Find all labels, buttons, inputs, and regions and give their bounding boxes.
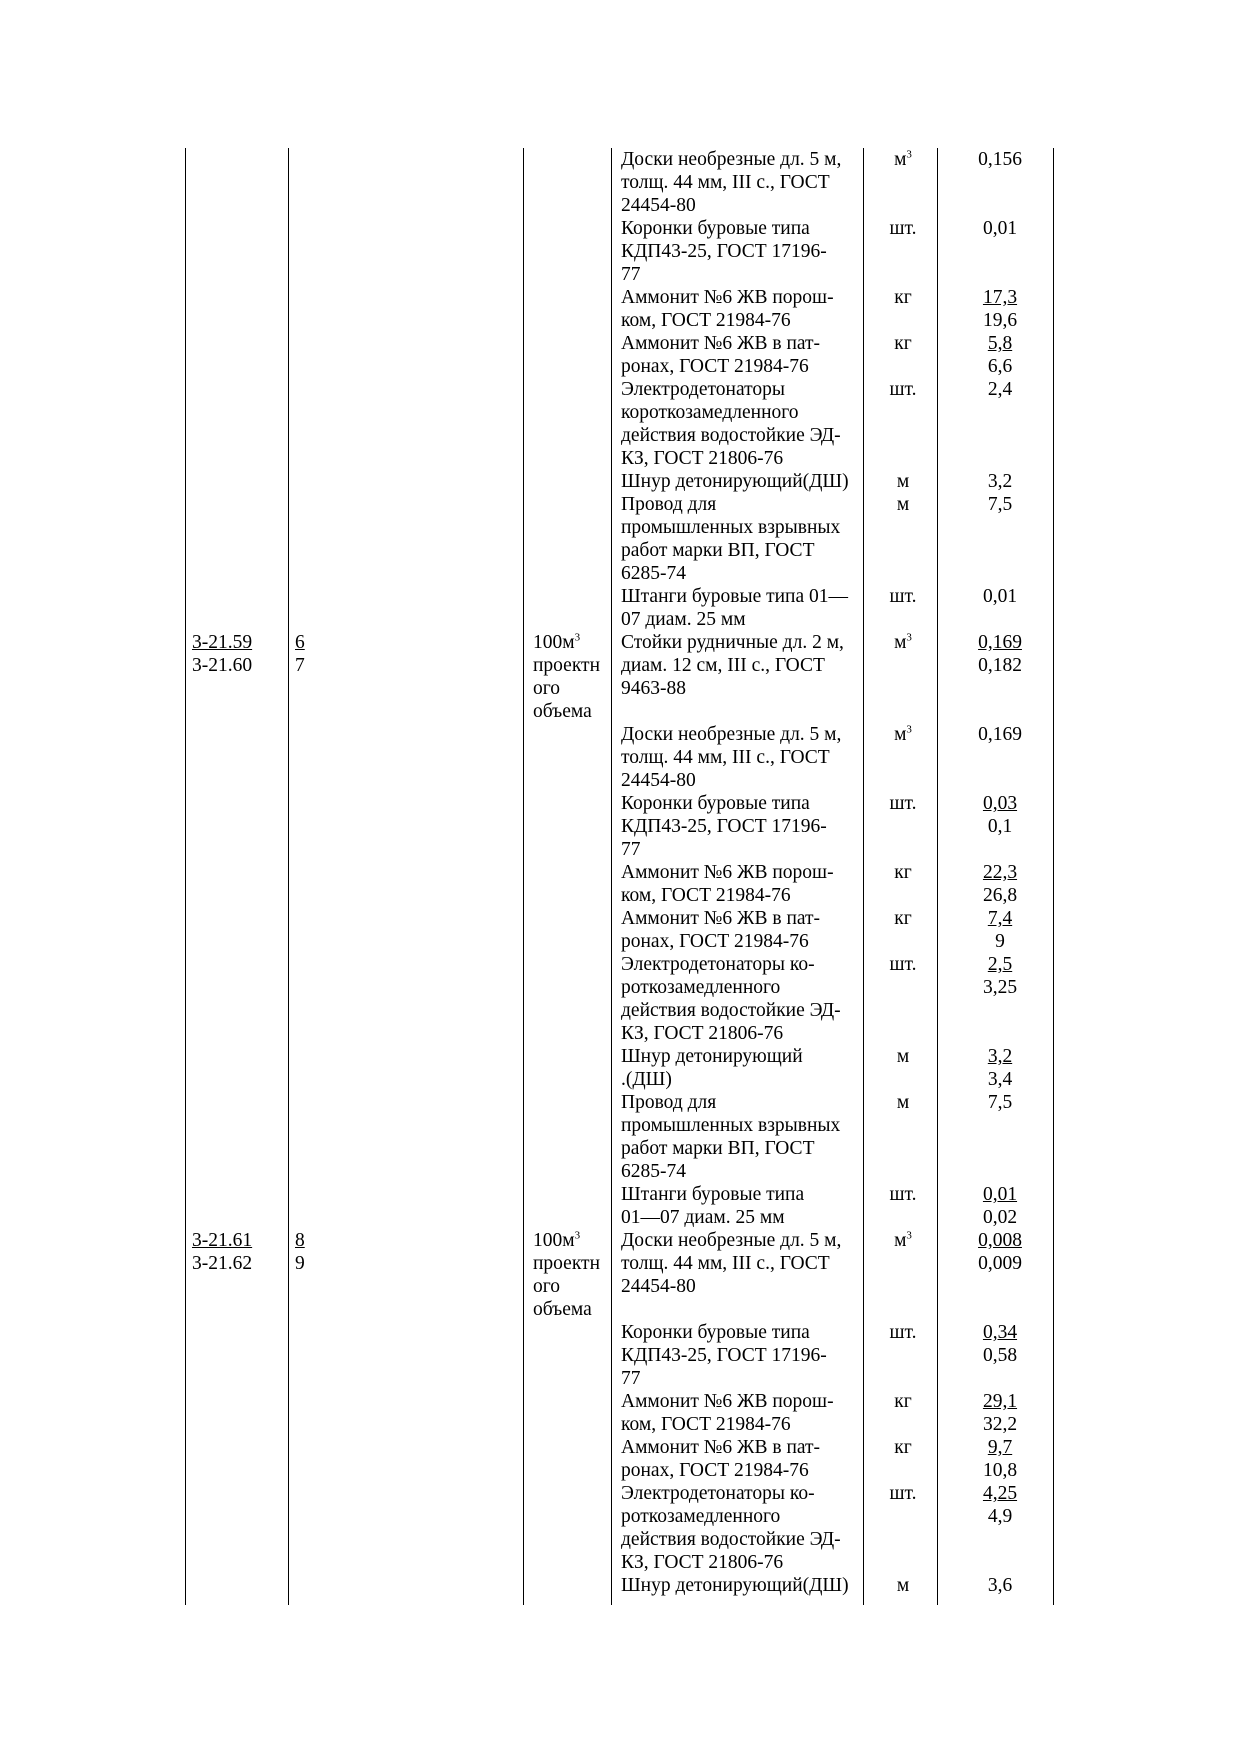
material-unit <box>865 332 941 355</box>
measure-unit-text: ого <box>533 1276 561 1297</box>
material-name-line: Аммонит №6 ЖВ порош- <box>621 1391 834 1412</box>
quantity-value: 3,25 <box>982 977 1018 998</box>
material-name <box>621 148 863 217</box>
material-name <box>621 1321 863 1390</box>
material-name-line: Коронки буровые типа <box>621 793 810 814</box>
material-name <box>621 332 863 378</box>
measure-unit-value: $100м^3$ <box>533 1229 581 1251</box>
quantity-value: 0,58 <box>982 1345 1018 1366</box>
material-name-line: Электродетонаторы ко- <box>621 954 815 975</box>
quantity-value: 26,8 <box>982 885 1018 906</box>
quantity-value: 2,4 <box>987 379 1013 400</box>
material-name-line: 77 <box>621 264 641 285</box>
material-quantity <box>950 1436 1050 1482</box>
quantity-value: 3,4 <box>987 1069 1013 1090</box>
material-unit-text: м <box>896 1092 910 1113</box>
quantity-value: 3,2 <box>987 471 1013 492</box>
measure-unit-cell <box>533 631 613 723</box>
material-unit-text: м <box>896 1046 910 1067</box>
material-unit <box>865 493 941 516</box>
material-unit <box>865 861 941 884</box>
material-name-line: ком, ГОСТ 21984-76 <box>621 885 791 906</box>
measure-unit-text: ого <box>533 678 561 699</box>
material-name-line: 07 диам. 25 мм <box>621 609 746 630</box>
quantity-value: 4,9 <box>987 1506 1013 1527</box>
material-name <box>621 1229 863 1298</box>
measure-unit-text: объема <box>533 1299 592 1320</box>
material-unit <box>865 286 941 309</box>
material-name-line: Аммонит №6 ЖВ в пат- <box>621 333 821 354</box>
material-name-line: Аммонит №6 ЖВ порош- <box>621 862 834 883</box>
material-unit-text: шт. <box>889 1483 917 1504</box>
material-unit-text: $м^3$ <box>894 631 912 653</box>
quantity-value: 5,8 <box>987 333 1013 354</box>
material-unit-text: кг <box>894 1437 912 1458</box>
material-quantity <box>950 861 1050 907</box>
measure-unit-text: объема <box>533 701 592 722</box>
superscript: 3 <box>574 631 581 644</box>
quantity-value: 0,01 <box>982 1184 1018 1205</box>
material-name-line: Доски необрезные дл. 5 м, <box>621 724 842 745</box>
material-unit-text: кг <box>894 1391 912 1412</box>
material-unit <box>865 1183 941 1206</box>
superscript: 3 <box>574 1229 581 1242</box>
norm-number: 6 <box>295 632 305 653</box>
material-unit-text: $м^3$ <box>894 1229 912 1251</box>
quantity-value: 0,02 <box>982 1207 1018 1228</box>
measure-unit-text: проектн <box>533 1253 601 1274</box>
material-name-line: Коронки буровые типа <box>621 218 810 239</box>
material-quantity <box>950 631 1050 677</box>
material-unit <box>865 1390 941 1413</box>
material-name-line: ронах, ГОСТ 21984-76 <box>621 1460 809 1481</box>
material-name <box>621 907 863 953</box>
norm-code: 3-21.59 <box>192 632 253 653</box>
material-name <box>621 723 863 792</box>
material-name-line: Шнур детонирующий(ДШ) <box>621 471 849 492</box>
material-name-line: Шнур детонирующий <box>621 1046 803 1067</box>
material-name-line: ронах, ГОСТ 21984-76 <box>621 931 809 952</box>
material-name-line: Провод для <box>621 1092 717 1113</box>
material-unit-text: шт. <box>889 379 917 400</box>
material-quantity <box>950 332 1050 378</box>
material-quantity <box>950 217 1050 240</box>
material-name-line: 77 <box>621 839 641 860</box>
material-name-line: ком, ГОСТ 21984-76 <box>621 1414 791 1435</box>
material-name-line: толщ. 44 мм, III с., ГОСТ <box>621 172 830 193</box>
quantity-value: 4,25 <box>982 1483 1018 1504</box>
material-quantity <box>950 378 1050 401</box>
material-name-line: КЗ, ГОСТ 21806-76 <box>621 1023 784 1044</box>
measure-unit-text: проектн <box>533 655 601 676</box>
material-quantity <box>950 953 1050 999</box>
material-name-line: промышленных взрывных <box>621 1115 841 1136</box>
material-unit <box>865 378 941 401</box>
material-name-line: 9463-88 <box>621 678 686 699</box>
superscript: 3 <box>906 148 912 161</box>
material-unit-text: кг <box>894 908 912 929</box>
quantity-value: 0,1 <box>987 816 1013 837</box>
material-name-line: 24454-80 <box>621 770 696 791</box>
material-unit-text: м <box>896 494 910 515</box>
material-name <box>621 1436 863 1482</box>
material-name <box>621 1091 863 1183</box>
material-unit-text: шт. <box>889 793 917 814</box>
norm-code: 3-21.62 <box>192 1253 253 1274</box>
quantity-value: 9 <box>995 931 1005 952</box>
measure-unit-cell <box>533 1229 613 1321</box>
quantity-value: 29,1 <box>982 1391 1018 1412</box>
norm-number: 8 <box>295 1230 305 1251</box>
material-name-line: 6285-74 <box>621 563 686 584</box>
material-name-line: 77 <box>621 1368 641 1389</box>
quantity-value: 32,2 <box>982 1414 1018 1435</box>
material-name-line: ронах, ГОСТ 21984-76 <box>621 356 809 377</box>
table-border-right <box>1053 148 1054 1605</box>
material-quantity <box>950 470 1050 493</box>
quantity-value: 0,34 <box>982 1322 1018 1343</box>
material-name-line: Аммонит №6 ЖВ в пат- <box>621 908 821 929</box>
material-name-line: толщ. 44 мм, III с., ГОСТ <box>621 747 830 768</box>
superscript: 3 <box>906 631 912 644</box>
quantity-value: 0,01 <box>982 218 1018 239</box>
material-name-line: короткозамедленного <box>621 402 799 423</box>
material-name <box>621 470 863 493</box>
column-divider <box>523 148 524 1605</box>
quantity-value: 7,4 <box>987 908 1013 929</box>
material-unit <box>865 1436 941 1459</box>
material-unit <box>865 1574 941 1597</box>
material-name-line: Доски необрезные дл. 5 м, <box>621 149 842 170</box>
material-name-line: Провод для <box>621 494 717 515</box>
material-name-line: действия водостойкие ЭД- <box>621 1529 841 1550</box>
norm-code-cell <box>192 631 282 677</box>
quantity-value: 17,3 <box>982 287 1018 308</box>
norm-number: 7 <box>295 655 305 676</box>
material-quantity <box>950 493 1050 516</box>
material-unit <box>865 792 941 815</box>
material-unit-text: кг <box>894 333 912 354</box>
material-unit <box>865 1045 941 1068</box>
quantity-value: 0,156 <box>978 149 1022 170</box>
quantity-value: 0,169 <box>978 632 1022 653</box>
norm-code: 3-21.60 <box>192 655 253 676</box>
material-name-line: 6285-74 <box>621 1161 686 1182</box>
material-name <box>621 378 863 470</box>
quantity-value: 0,008 <box>978 1230 1022 1251</box>
material-name <box>621 953 863 1045</box>
material-quantity <box>950 792 1050 838</box>
material-name-line: ком, ГОСТ 21984-76 <box>621 310 791 331</box>
material-unit <box>865 723 941 746</box>
material-quantity <box>950 1482 1050 1528</box>
quantity-value: 0,009 <box>978 1253 1022 1274</box>
material-name-line: диам. 12 см, III с., ГОСТ <box>621 655 825 676</box>
quantity-value: 9,7 <box>987 1437 1013 1458</box>
material-name <box>621 1045 863 1091</box>
material-name <box>621 1183 863 1229</box>
material-name <box>621 1482 863 1574</box>
quantity-value: 3,6 <box>987 1575 1013 1596</box>
material-quantity <box>950 1574 1050 1597</box>
material-unit <box>865 1482 941 1505</box>
material-name <box>621 631 863 700</box>
material-name-line: КЗ, ГОСТ 21806-76 <box>621 448 784 469</box>
material-name <box>621 1574 863 1597</box>
material-quantity <box>950 148 1050 171</box>
material-name-line: Шнур детонирующий(ДШ) <box>621 1575 849 1596</box>
material-name-line: КДП43-25, ГОСТ 17196- <box>621 816 827 837</box>
quantity-value: 0,182 <box>978 655 1022 676</box>
quantity-value: 0,169 <box>978 724 1022 745</box>
quantity-value: 0,03 <box>982 793 1018 814</box>
material-unit-text: шт. <box>889 954 917 975</box>
material-name <box>621 493 863 585</box>
material-name-line: толщ. 44 мм, III с., ГОСТ <box>621 1253 830 1274</box>
quantity-value: 6,6 <box>987 356 1013 377</box>
material-name-line: Штанги буровые типа <box>621 1184 805 1205</box>
material-name-line: КДП43-25, ГОСТ 17196- <box>621 241 827 262</box>
material-name-line: 24454-80 <box>621 195 696 216</box>
superscript: 3 <box>906 723 912 736</box>
material-name <box>621 1390 863 1436</box>
material-unit-text: м <box>896 1575 910 1596</box>
material-unit <box>865 1229 941 1252</box>
material-unit <box>865 631 941 654</box>
material-name-line: роткозамедленного <box>621 1506 781 1527</box>
norm-code: 3-21.61 <box>192 1230 253 1251</box>
material-name-line: Коронки буровые типа <box>621 1322 810 1343</box>
material-name-line: .(ДШ) <box>621 1069 672 1090</box>
material-quantity <box>950 1183 1050 1229</box>
quantity-value: 7,5 <box>987 494 1013 515</box>
material-unit-text: $м^3$ <box>894 723 912 745</box>
norm-code-cell <box>192 1229 282 1275</box>
material-name-line: роткозамедленного <box>621 977 781 998</box>
column-divider <box>288 148 289 1605</box>
norm-number: 9 <box>295 1253 305 1274</box>
material-name-line: Электродетонаторы <box>621 379 785 400</box>
material-name-line: Электродетонаторы ко- <box>621 1483 815 1504</box>
material-quantity <box>950 1091 1050 1114</box>
material-quantity <box>950 1229 1050 1275</box>
quantity-value: 19,6 <box>982 310 1018 331</box>
material-name-line: Штанги буровые типа 01— <box>621 586 849 607</box>
quantity-value: 0,01 <box>982 586 1018 607</box>
material-unit <box>865 907 941 930</box>
material-unit-text: кг <box>894 862 912 883</box>
quantity-value: 22,3 <box>982 862 1018 883</box>
material-unit-text: шт. <box>889 586 917 607</box>
material-name <box>621 792 863 861</box>
material-unit <box>865 1091 941 1114</box>
material-name-line: КДП43-25, ГОСТ 17196- <box>621 1345 827 1366</box>
material-quantity <box>950 907 1050 953</box>
column-divider <box>863 148 864 1605</box>
column-divider <box>611 148 612 1605</box>
material-unit <box>865 217 941 240</box>
material-unit <box>865 470 941 493</box>
material-unit <box>865 585 941 608</box>
material-name <box>621 217 863 286</box>
material-unit-text: м <box>896 471 910 492</box>
material-name-line: Аммонит №6 ЖВ порош- <box>621 287 834 308</box>
material-quantity <box>950 585 1050 608</box>
norm-number-cell <box>295 631 335 677</box>
material-unit <box>865 953 941 976</box>
material-unit-text: кг <box>894 287 912 308</box>
material-name <box>621 286 863 332</box>
material-unit-text: шт. <box>889 218 917 239</box>
material-name-line: действия водостойкие ЭД- <box>621 1000 841 1021</box>
material-quantity <box>950 1321 1050 1367</box>
material-name-line: промышленных взрывных <box>621 517 841 538</box>
quantity-value: 7,5 <box>987 1092 1013 1113</box>
quantity-value: 3,2 <box>987 1046 1013 1067</box>
material-name <box>621 861 863 907</box>
material-unit <box>865 148 941 171</box>
quantity-value: 2,5 <box>987 954 1013 975</box>
material-name-line: 01—07 диам. 25 мм <box>621 1207 785 1228</box>
quantity-value: 10,8 <box>982 1460 1018 1481</box>
material-quantity <box>950 286 1050 332</box>
material-unit-text: $м^3$ <box>894 148 912 170</box>
material-name-line: Стойки рудничные дл. 2 м, <box>621 632 844 653</box>
measure-unit-value: $100м^3$ <box>533 631 581 653</box>
material-name-line: Доски необрезные дл. 5 м, <box>621 1230 842 1251</box>
norm-number-cell <box>295 1229 335 1275</box>
material-quantity <box>950 1045 1050 1091</box>
material-name <box>621 585 863 631</box>
material-quantity <box>950 1390 1050 1436</box>
material-unit-text: шт. <box>889 1322 917 1343</box>
material-name-line: КЗ, ГОСТ 21806-76 <box>621 1552 784 1573</box>
material-name-line: Аммонит №6 ЖВ в пат- <box>621 1437 821 1458</box>
material-name-line: работ марки ВП, ГОСТ <box>621 1138 815 1159</box>
material-name-line: 24454-80 <box>621 1276 696 1297</box>
material-unit-text: шт. <box>889 1184 917 1205</box>
material-name-line: действия водостойкие ЭД- <box>621 425 841 446</box>
material-unit <box>865 1321 941 1344</box>
material-name-line: работ марки ВП, ГОСТ <box>621 540 815 561</box>
table-border-left <box>185 148 186 1605</box>
superscript: 3 <box>906 1229 912 1242</box>
material-quantity <box>950 723 1050 746</box>
